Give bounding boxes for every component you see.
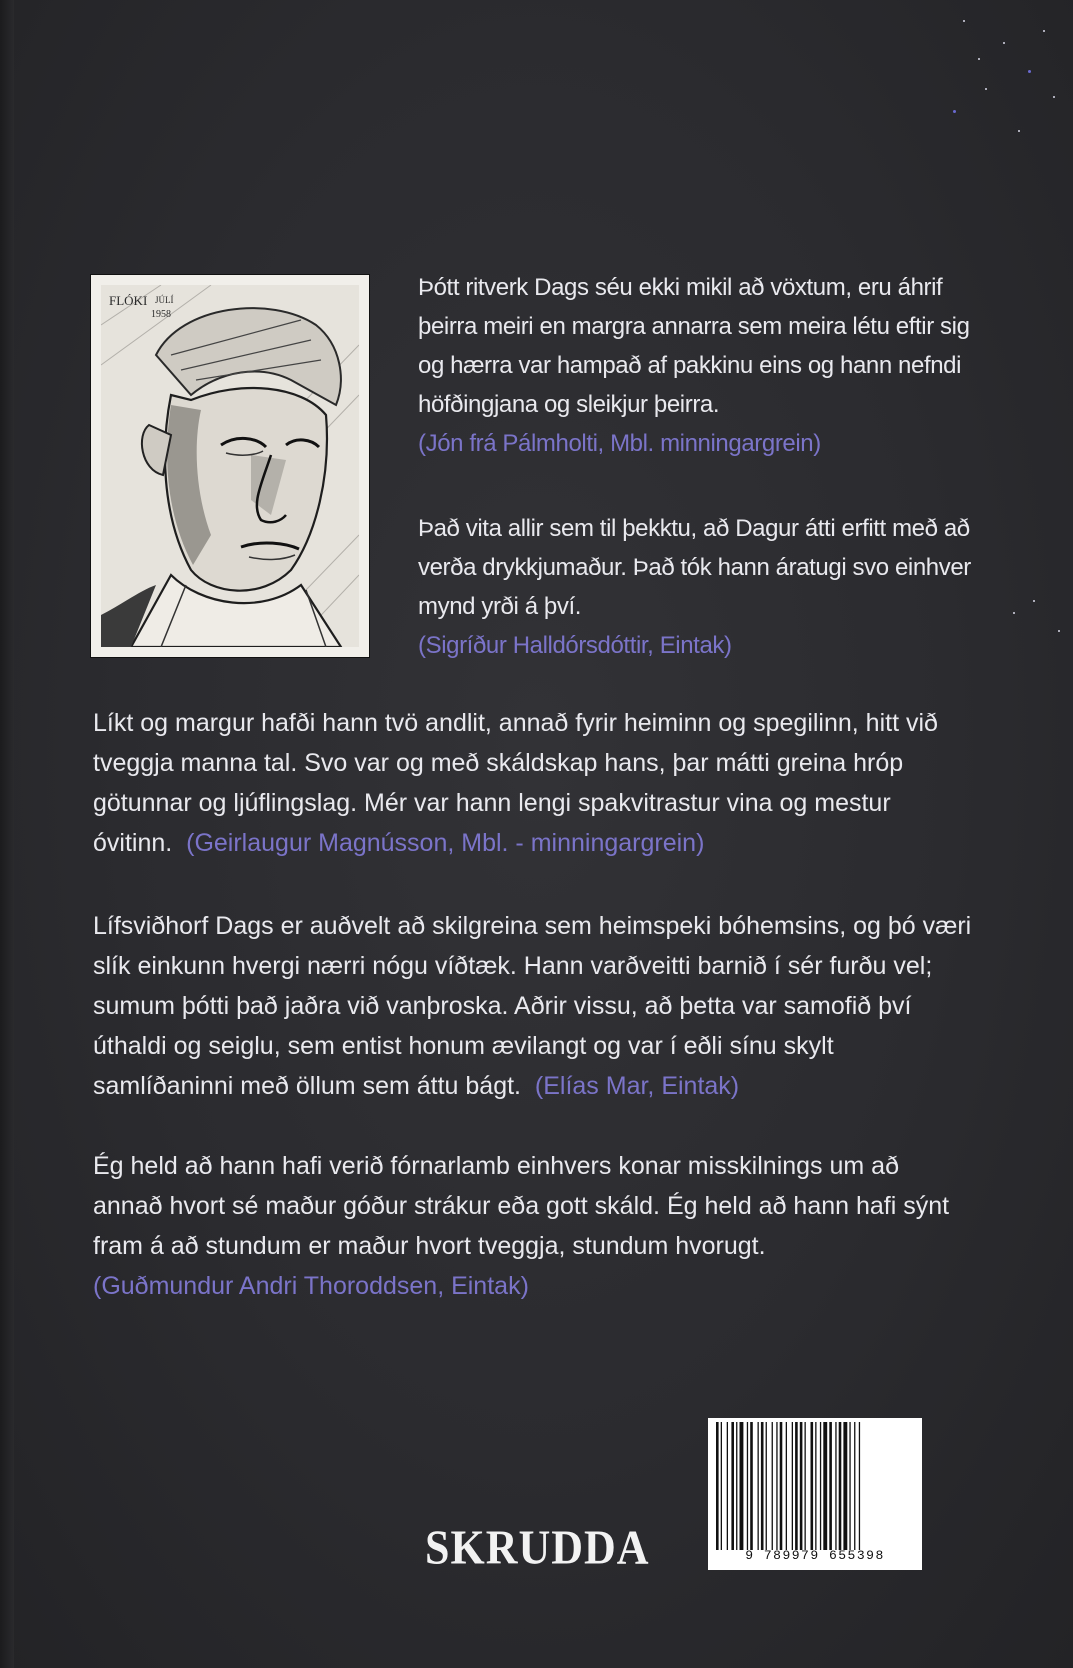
quote-4-citation: (Elías Mar, Eintak) <box>534 1072 740 1100</box>
quote-1-citation: (Jón frá Pálmholti, Mbl. minningargrein) <box>418 430 821 457</box>
isbn-barcode <box>708 1418 922 1570</box>
isbn-number: 9 789979 655398 <box>745 1548 885 1563</box>
quote-4-text: Lífsviðhorf Dags er auðvelt að skilgreina sem heimspeki bóhemsins, og þó væri slík einkunn hvergi nærri nógu víðtæk. Hann varðveitti barnið í sér furðu vel; sumum þótti það jaðra við vanþroska. Aðrir vissu, að þetta var samofið því úthaldi og seiglu, sem entist honum ævilangt og var í eðli sínu skylt samlíðaninni með öllum sem áttu bágt. <box>93 912 972 1100</box>
portrait-drawing <box>91 275 369 657</box>
barcode-bars <box>714 1422 916 1550</box>
quote-1-text: Þótt ritverk Dags séu ekki mikil að vöxtum, eru áhrif þeirra meiri en margra annarra sem meira létu eftir sig og hærra var hampað af pakkinu eins og hann nefndi höfðingjana og sleikjur þeirra. <box>418 274 970 418</box>
quote-5-citation: (Guðmundur Andri Thoroddsen, Eintak) <box>93 1272 529 1300</box>
spine-edge <box>0 0 14 1668</box>
quote-4 <box>93 906 973 1106</box>
portrait-sketch <box>101 285 359 647</box>
quote-3-text: Líkt og margur hafði hann tvö andlit, annað fyrir heiminn og spegilinn, hitt við tveggja manna tal. Svo var og með skáldskap hans, þar mátti greina hróp götunnar og ljúflingslag. Mér var hann lengi spakvitrastur vina og mestur óvitinn. <box>93 709 938 857</box>
quote-2 <box>418 509 978 665</box>
quote-5-text: Ég held að hann hafi verið fórnarlamb einhvers konar misskilnings um að annað hvort sé maður góður strákur eða gott skáld. Ég held að hann hafi sýnt fram á að stundum er maður hvort tveggja, stundum hvorugt. <box>93 1152 950 1260</box>
quote-2-citation: (Sigríður Halldórsdóttir, Eintak) <box>418 632 732 659</box>
quote-3 <box>93 703 973 863</box>
portrait-signature: FLÓKI <box>109 293 148 308</box>
quote-2-text: Það vita allir sem til þekktu, að Dagur átti erfitt með að verða drykkjumaður. Það tók hann áratugi svo einhver mynd yrði á því. <box>418 515 971 620</box>
publisher-logo: SKRUDDA <box>425 1520 650 1575</box>
quote-5 <box>93 1146 973 1306</box>
quote-1 <box>418 268 978 463</box>
quote-3-citation: (Geirlaugur Magnússon, Mbl. - minningargrein) <box>186 829 705 857</box>
svg-text:1958: 1958 <box>151 309 171 320</box>
svg-text:JÚLÍ: JÚLÍ <box>155 295 174 305</box>
